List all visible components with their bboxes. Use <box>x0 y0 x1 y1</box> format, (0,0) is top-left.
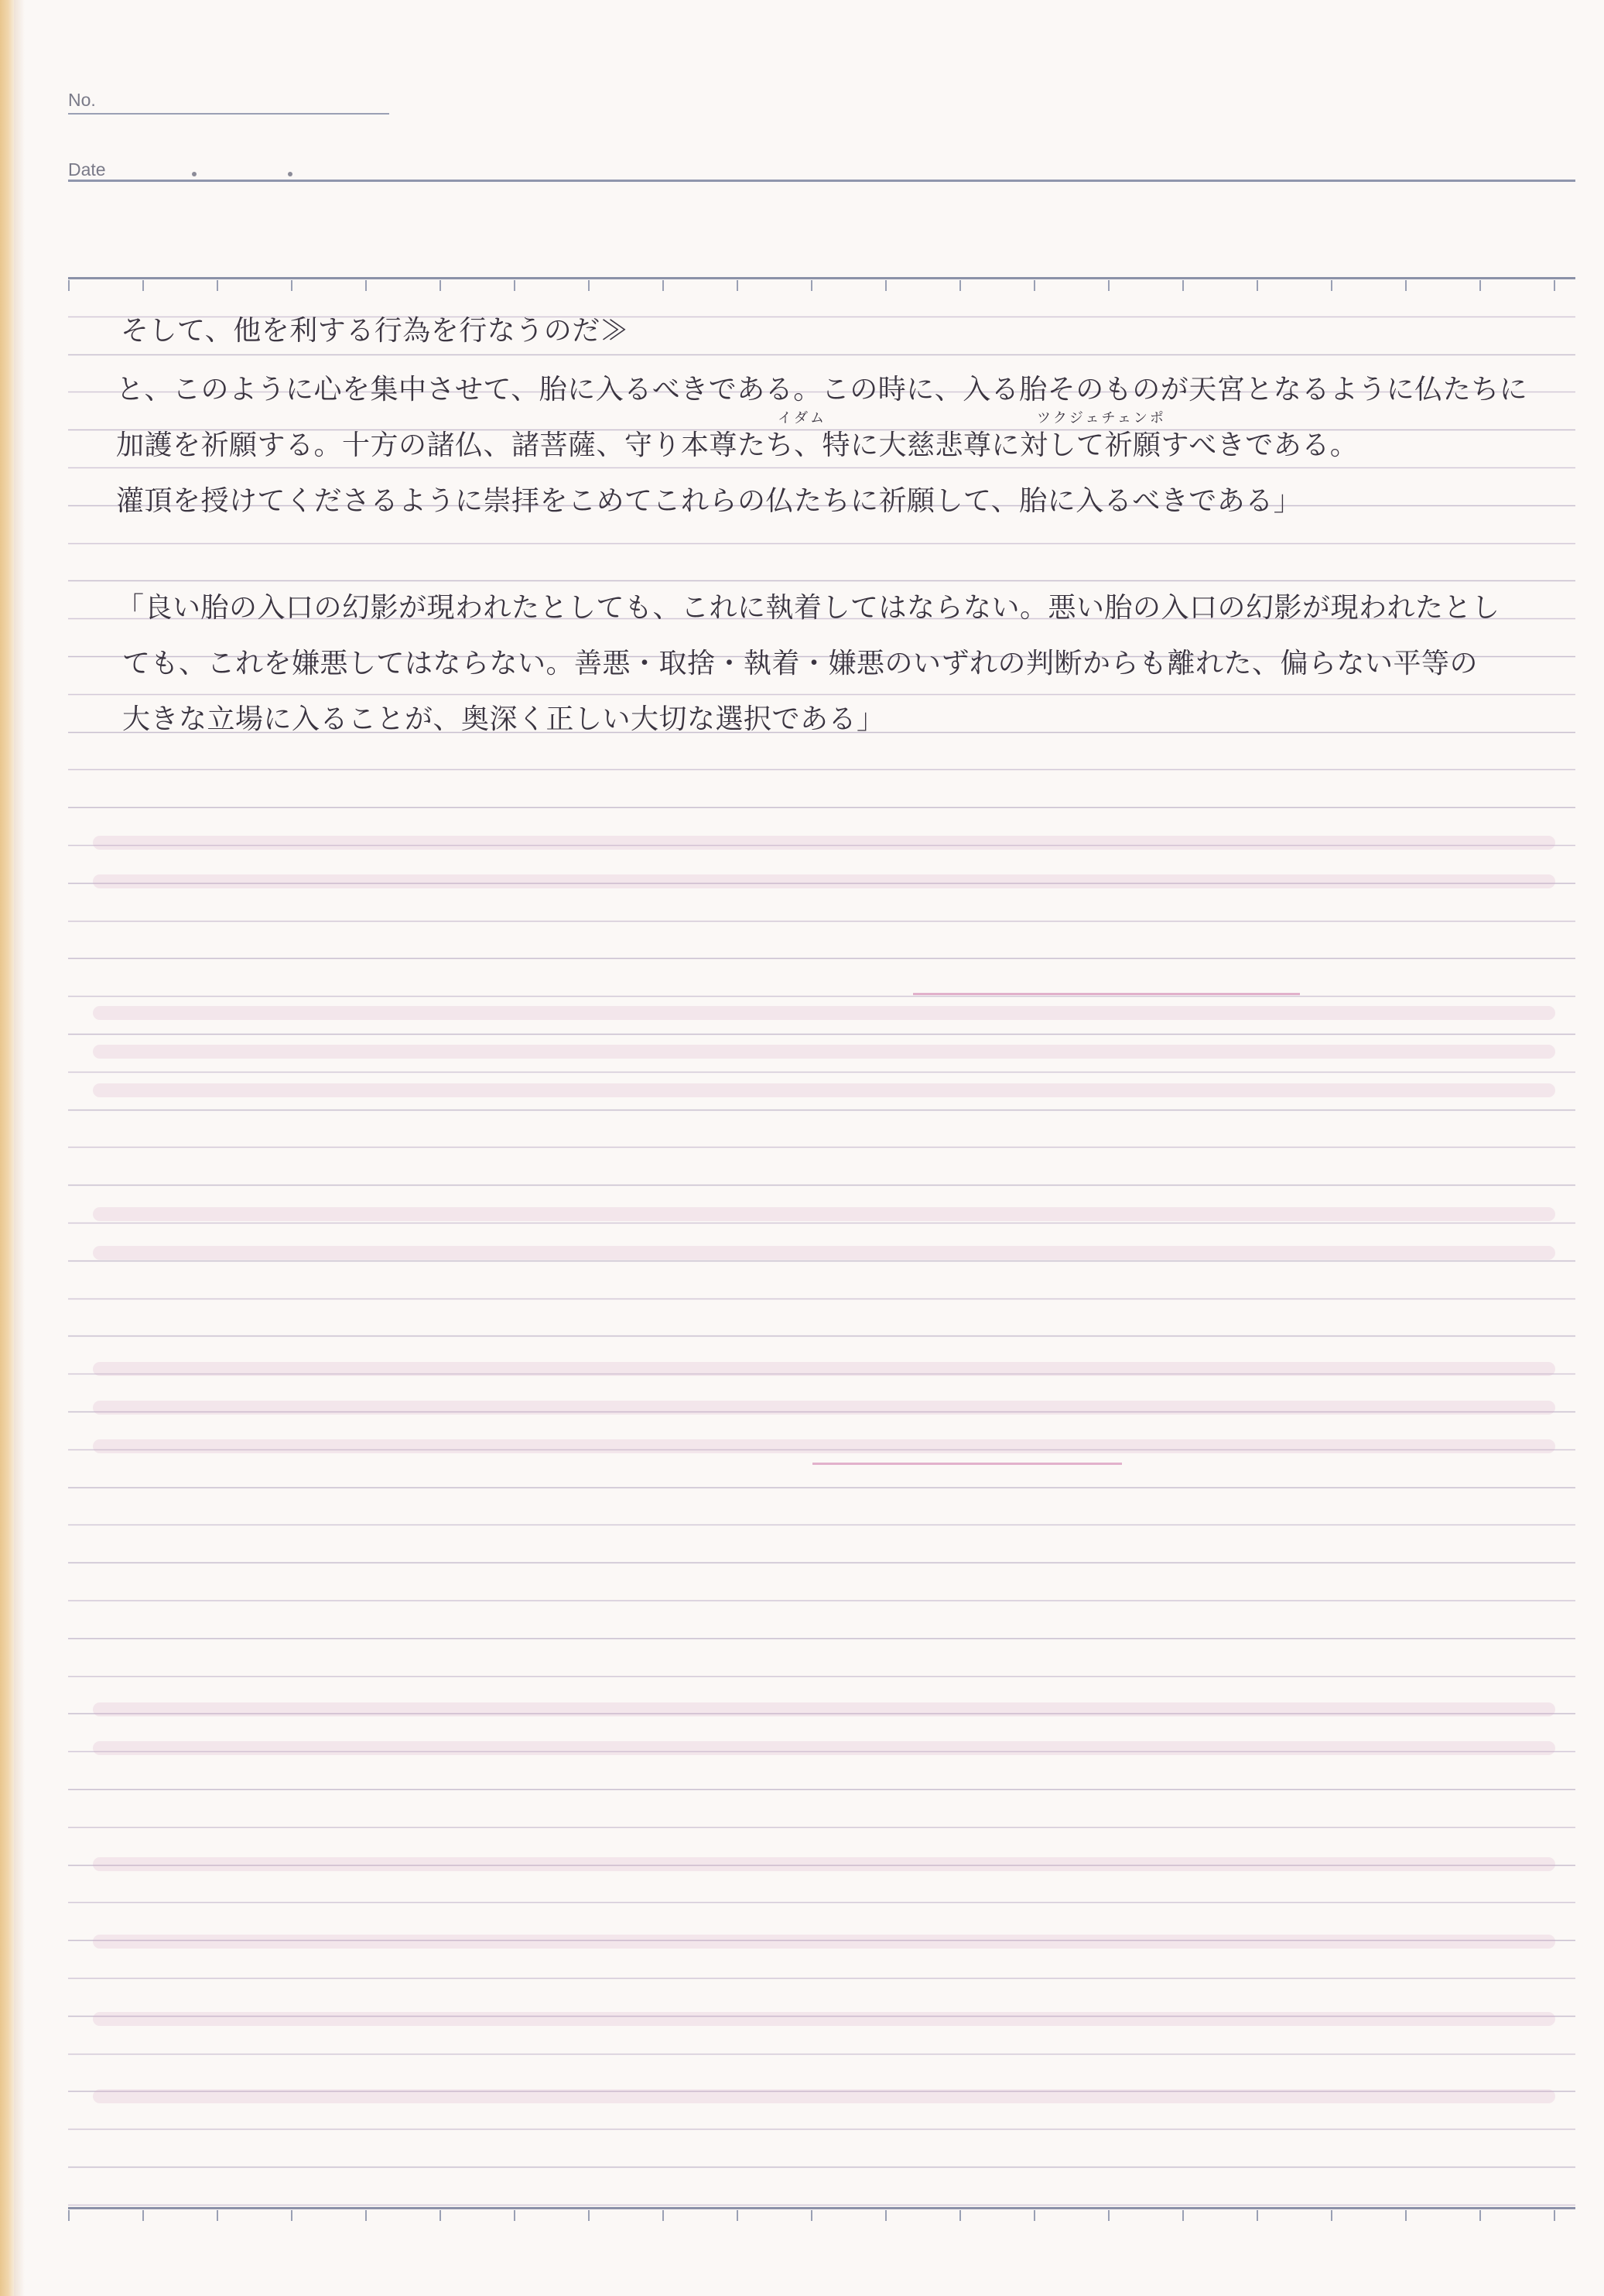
show-through-mark <box>93 1857 1555 1871</box>
handwritten-line-7: 大きな立場に入ることが、奥深く正しい大切な選択である」 <box>122 703 885 735</box>
ruby-annotation-idam: イダム <box>778 410 826 426</box>
date-field-line <box>68 180 1575 182</box>
bottom-tick-marks <box>68 2210 1575 2221</box>
show-through-mark <box>93 1439 1555 1453</box>
date-field-label: Date <box>68 159 106 180</box>
show-through-mark <box>93 1207 1555 1221</box>
show-through-mark <box>93 1362 1555 1376</box>
show-through-mark <box>93 1741 1555 1755</box>
handwritten-line-3: 加護を祈願する。十方の諸仏、諸菩薩、守り本尊たち、特に大慈悲尊に対して祈願すべきである。 <box>116 429 1359 461</box>
binding-shadow <box>14 0 25 2296</box>
show-through-mark <box>93 1246 1555 1260</box>
handwritten-line-1: そして、他を利する行為を行なうのだ≫ <box>121 315 629 347</box>
show-through-mark <box>93 836 1555 850</box>
show-through-mark <box>93 1083 1555 1097</box>
handwritten-line-6: ても、これを嫌悪してはならない。善悪・取捨・執着・嫌悪のいずれの判断からも離れた、偏らない平等の <box>122 648 1479 679</box>
show-through-mark <box>93 1045 1555 1059</box>
show-through-underline <box>812 1463 1122 1465</box>
show-through-mark <box>93 1702 1555 1716</box>
show-through-mark <box>93 2089 1555 2103</box>
ruby-annotation-tsukuje-chenpo: ツクジェチェンポ <box>1037 410 1166 426</box>
show-through-mark <box>93 2012 1555 2026</box>
show-through-mark <box>93 1006 1555 1020</box>
date-separator-dot <box>288 172 292 176</box>
date-separator-dot <box>192 172 197 176</box>
notebook-binding-edge <box>0 0 14 2296</box>
handwritten-line-4: 灌頂を授けてくださるように崇拝をこめてこれらの仏たちに祈願して、胎に入るべきである」 <box>116 485 1302 517</box>
show-through-underline <box>913 993 1300 995</box>
bottom-rule <box>68 2207 1575 2209</box>
handwritten-line-2: と、このように心を集中させて、胎に入るべきである。この時に、入る胎そのものが天宮となるように仏たちに <box>116 374 1528 405</box>
no-field-label: No. <box>68 90 96 110</box>
show-through-mark <box>93 1401 1555 1415</box>
handwritten-line-5: 「良い胎の入口の幻影が現われたとしても、これに執着してはならない。悪い胎の入口の幻影が現われたとし <box>116 592 1500 624</box>
show-through-mark <box>93 874 1555 888</box>
no-field-line <box>68 113 389 115</box>
show-through-mark <box>93 1935 1555 1949</box>
